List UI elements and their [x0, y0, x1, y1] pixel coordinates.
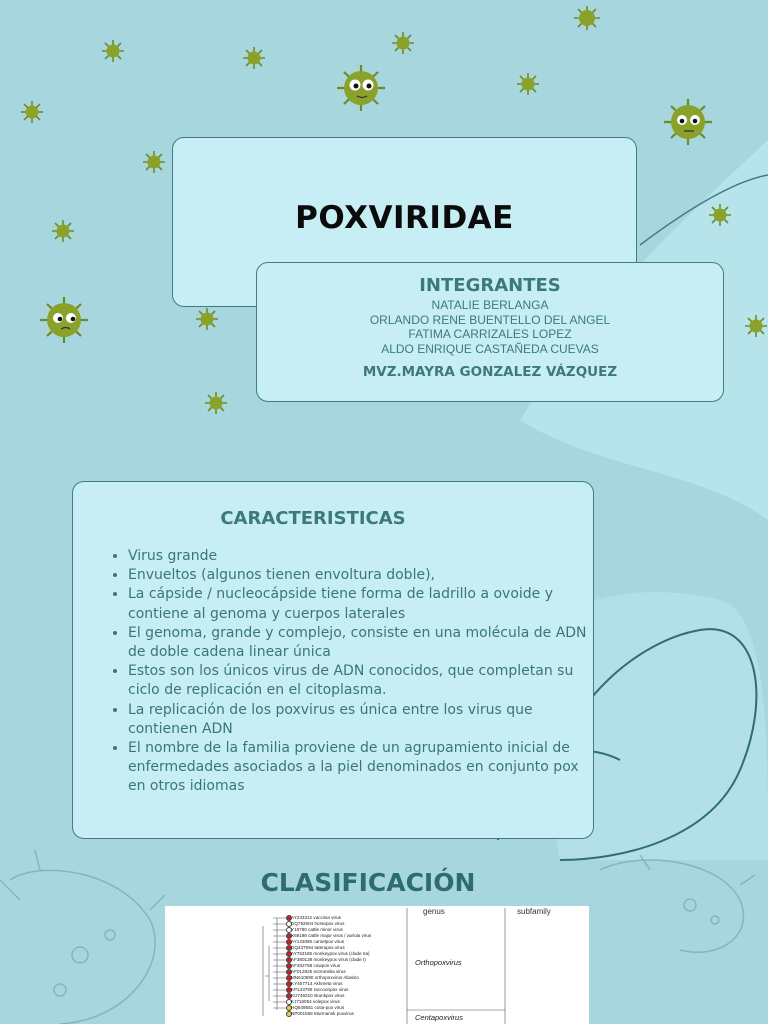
tree-leaf-label: AF380138 monkeypox virus (clade I)	[291, 956, 366, 962]
member-name: ALDO ENRIQUE CASTAÑEDA CUEVAS	[381, 341, 599, 356]
genus-label: Centapoxvirus	[415, 1013, 463, 1022]
column-header-subfamily: subfamily	[517, 907, 551, 916]
tree-leaf-label: Y16780 cattle minor virus	[291, 926, 343, 932]
virus-icon	[744, 314, 768, 338]
tree-leaf-label: DQ792504 horsepox virus	[291, 920, 345, 926]
virus-icon	[242, 46, 266, 70]
member-name: FATIMA CARRIZALES LOPEZ	[408, 327, 572, 342]
virus-icon	[333, 62, 389, 114]
tree-leaf-label: AY753185 monkeypox virus (clade IIa)	[291, 950, 370, 956]
list-item: • El genoma, grande y complejo, consiste en una molécula de ADN de doble cadena linear única	[128, 624, 598, 662]
members-card	[256, 262, 724, 402]
tree-leaf-label: MN610590 orthopoxvirus Abatino	[291, 974, 359, 980]
advisor-name: MVZ.MAYRA GONZALEZ VÁZQUEZ	[362, 364, 618, 381]
page-title: POXVIRIDAE	[295, 200, 514, 236]
tree-leaf-label: KJ716054 volepox virus	[291, 998, 340, 1004]
tree-leaf-label: AY243312 vaccinia virus	[291, 914, 341, 920]
tree-leaf-label: KP143769 raccoonpox virus	[291, 986, 349, 992]
member-name: NATALIE BERLANGA	[431, 298, 549, 312]
tree-leaf-label: AF482758 cowpox virus	[291, 962, 341, 968]
tree-leaf-label: HQ849551 cotia-pox virus	[291, 1004, 345, 1010]
virus-icon	[36, 294, 92, 346]
tree-lines	[165, 906, 589, 1024]
virus-icon	[516, 72, 540, 96]
list-item: • El nombre de la familia proviene de un agrupamiento inicial de enfermedades asociados a la piel denominados en conjunto pox en otros idiomas	[128, 739, 598, 797]
column-header-genus: genus	[423, 907, 445, 916]
list-item: • Virus grande	[128, 547, 598, 566]
virus-icon	[391, 31, 415, 55]
tree-leaf-label: AF012825 ectromelia virus	[291, 968, 346, 974]
tree-leaf-label: KU749310 skunkpox virus	[291, 992, 345, 998]
characteristics-card	[72, 481, 594, 839]
virus-icon	[573, 5, 601, 31]
virus-icon	[51, 219, 75, 243]
virus-icon	[101, 39, 125, 63]
list-item: • Estos son los únicos virus de ADN conocidos, que completan su ciclo de replicación en el citoplasma.	[128, 662, 598, 700]
virus-icon	[708, 203, 732, 227]
characteristics-heading: CARACTERISTICAS	[220, 508, 406, 529]
virus-icon	[142, 150, 166, 174]
classification-heading: CLASIFICACIÓN	[260, 868, 476, 897]
phylogenetic-tree-figure	[165, 906, 589, 1024]
member-name: ORLANDO RENE BUENTELLO DEL ANGEL	[369, 312, 611, 327]
virus-icon	[20, 100, 44, 124]
list-item: • La cápside / nucleocápside tiene forma de ladrillo a ovoide y contiene al genoma y cuerpos laterales	[128, 585, 598, 623]
virus-icon	[660, 96, 716, 148]
list-item: • La replicación de los poxvirus es única entre los virus que contienen ADN	[128, 701, 598, 739]
virus-icon	[204, 391, 228, 415]
tree-leaf-label: X69198 cattle major virus / variola virus	[291, 932, 372, 938]
characteristics-list	[105, 547, 598, 797]
tree-leaf-label: AY143085 camelpox virus	[291, 938, 345, 944]
genus-label: Orthopoxvirus	[415, 958, 462, 967]
tree-leaf-label: KY467714 Akhmeta virus	[291, 980, 343, 986]
tree-leaf-label: NP001558 Murmansk poxvirus	[291, 1010, 354, 1016]
virus-icon	[195, 307, 219, 331]
list-item: • Envueltos (algunos tienen envoltura doble),	[128, 566, 598, 585]
tree-leaf-label: DQ437594 taterapox virus	[291, 944, 345, 950]
members-heading: INTEGRANTES	[419, 275, 561, 296]
